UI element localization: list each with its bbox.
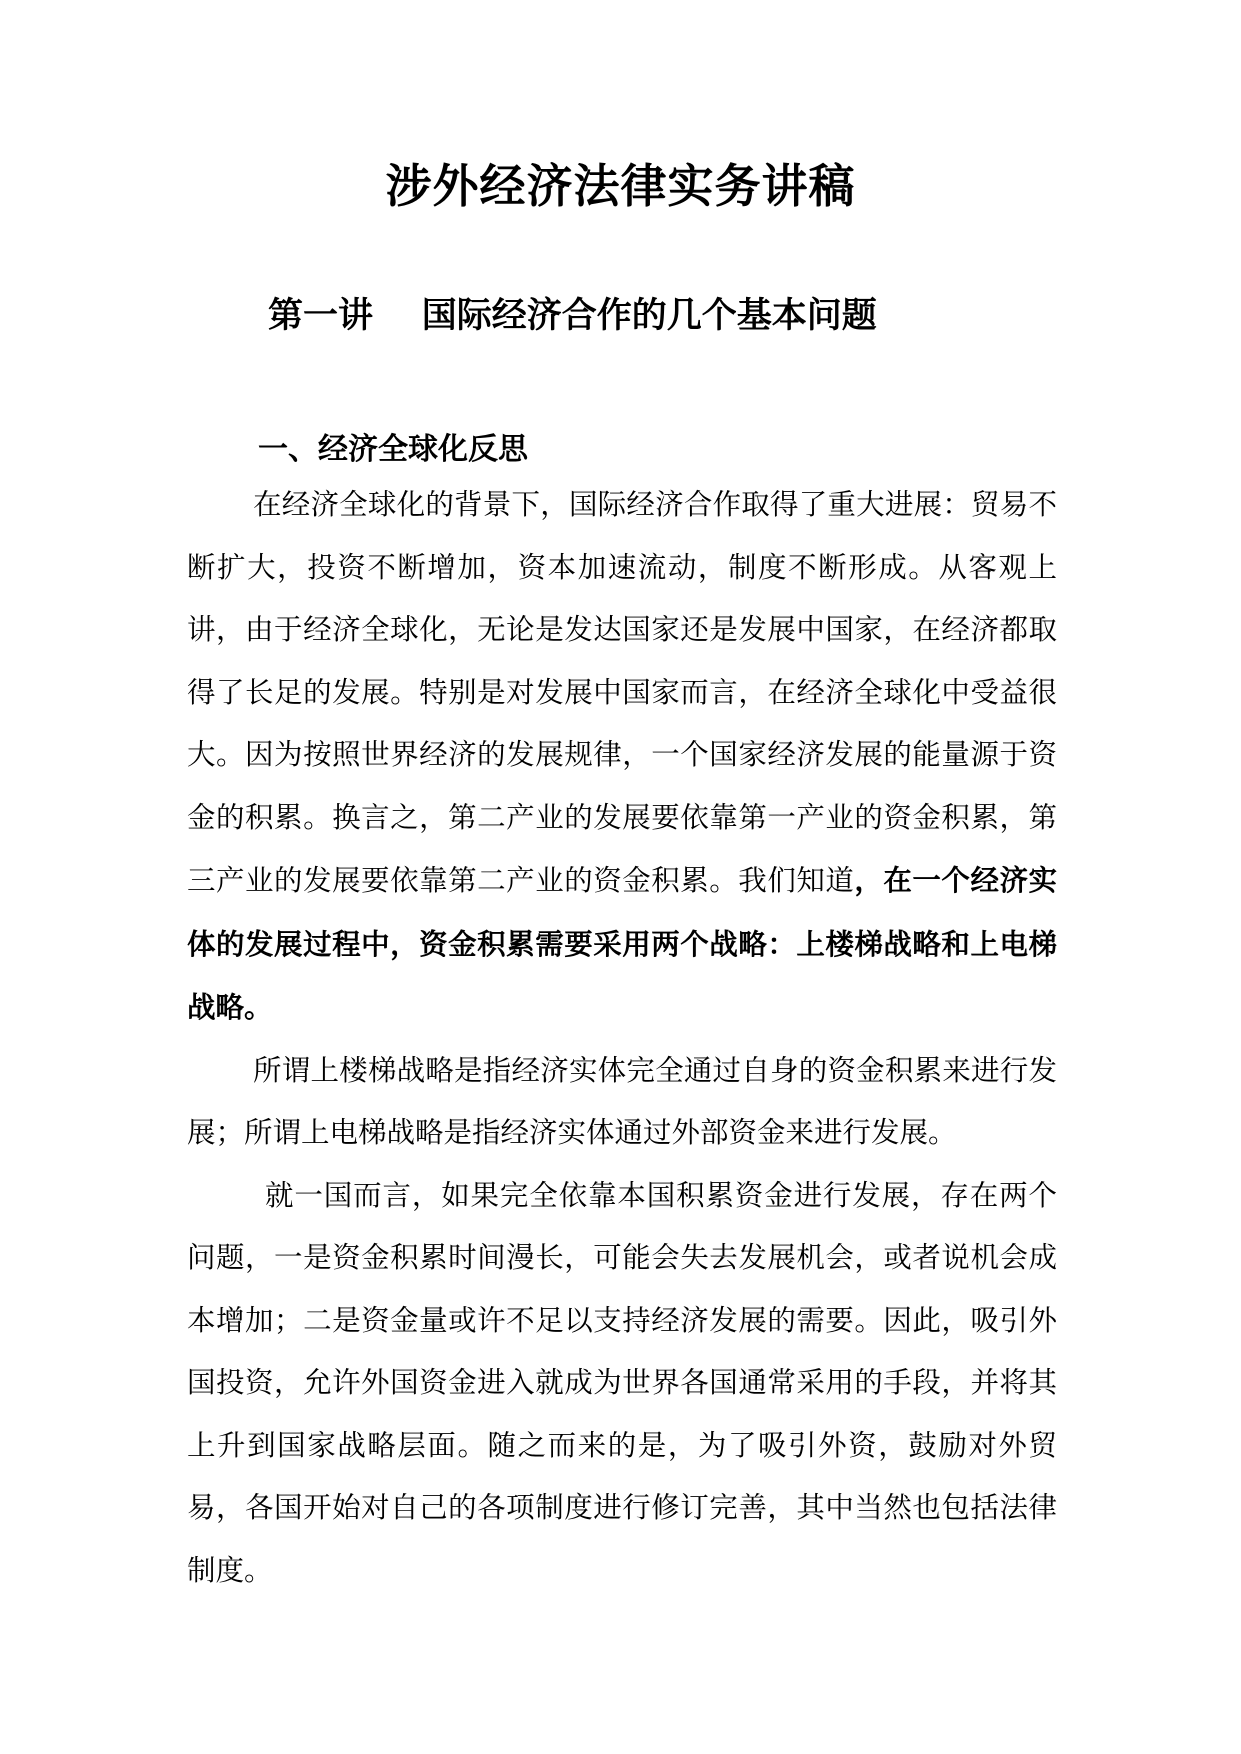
emphasized-text: ，在一个经济实体的发展过程中，资金积累需要采用两个战略：上楼梯战略和上电梯战略。 (187, 863, 1057, 1024)
section-heading: 一、经济全球化反思 (258, 432, 528, 467)
paragraph: 所谓上楼梯战略是指经济实体完全通过自身的资金积累来进行发展；所谓上电梯战略是指经济实体通过外部资金来进行发展。 (187, 1053, 1057, 1149)
document-body (187, 474, 1057, 1602)
paragraph: 就一国而言，如果完全依靠本国积累资金进行发展，存在两个问题，一是资金积累时间漫长，可能会失去发展机会，或者说机会成本增加；二是资金量或许不足以支持经济发展的需要。因此，吸引外国投资，允许外国资金进入就成为世界各国通常采用的手段，并将其上升到国家战略层面。随之而来的是，为了吸引外资，鼓励对外贸易，各国开始对自己的各项制度进行修订完善，其中当然也包括法律制度。 (187, 1178, 1057, 1587)
paragraph (187, 474, 1057, 1040)
document-title: 涉外经济法律实务讲稿 (385, 159, 856, 213)
lecture-title: 第一讲 国际经济合作的几个基本问题 (268, 295, 877, 336)
paragraph-text: 在经济全球化的背景下，国际经济合作取得了重大进展：贸易不断扩大，投资不断增加，资本加速流动，制度不断形成。从客观上讲，由于经济全球化，无论是发达国家还是发展中国家，在经济都取得了长足的发展。特别是对发展中国家而言，在经济全球化中受益很大。因为按照世界经济的发展规律，一个国家经济发展的能量源于资金的积累。换言之，第二产业的发展要依靠第一产业的资金积累，第三产业的发展要依靠第二产业的资金积累。我们知道 (187, 488, 1057, 897)
